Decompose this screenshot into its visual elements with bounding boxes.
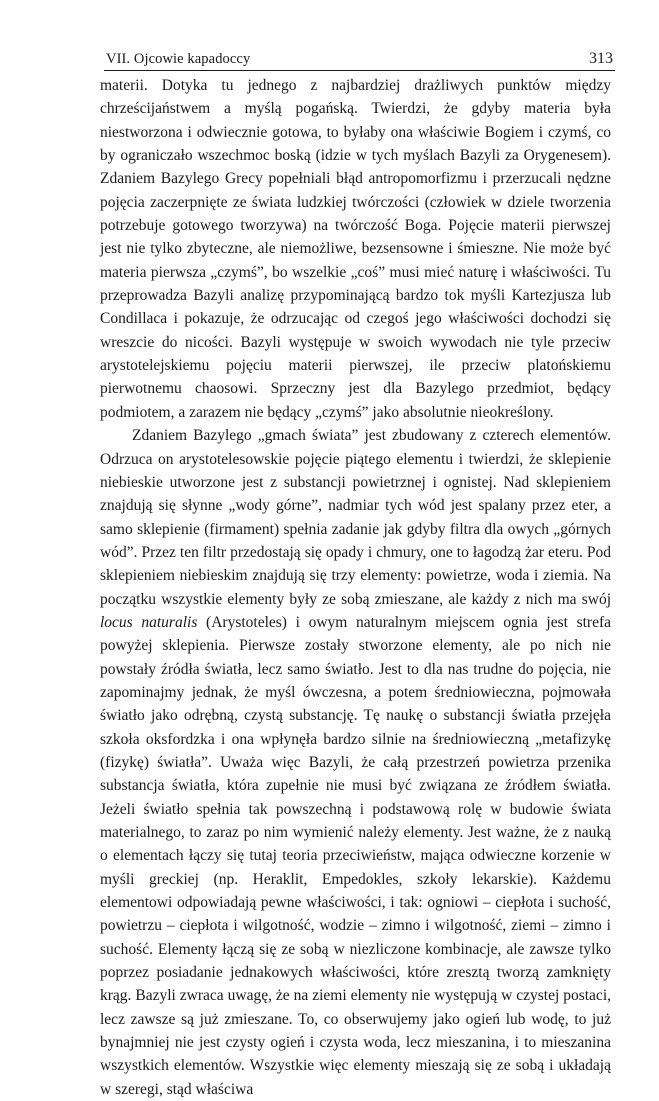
chapter-title: VII. Ojcowie kapadoccy xyxy=(106,51,251,67)
paragraph-text-part: Zdaniem Bazylego „gmach świata” jest zbudowany z czterech elementów. Odrzuca on arystotelesowskie pojęcie piątego elementu i twierdzi, że sklepienie niebieskie utworzone jest z substancji powietrznej i ognistej. Nad sklepieniem znajdują się słynne „wody górne”, nadmiar tych wód jest spalany przez eter, a samo sklepienie (firmament) spełnia zadanie jak gdyby filtra dla owych „górnych wód”. Przez ten filtr przedostają się opady i chmury, one to łagodzą żar eteru. Pod sklepieniem niebieskim znajdują się trzy elementy: powietrze, woda i ziemia. Na początku wszystkie elementy były ze sobą zmieszane, ale każdy z nich ma swój xyxy=(100,427,611,608)
page-number: 313 xyxy=(589,50,613,67)
paragraph-elements xyxy=(100,424,611,1101)
header-rule xyxy=(104,70,615,71)
paragraph-text-part: (Arystoteles) i owym naturalnym miejscem ognia jest strefa powyżej sklepienia. Pierwsze zostały stworzone elementy, ale po nich nie powstały źródła światła, lecz samo światło. Jest to dla nas trudne do pojęcia, nie zapominajmy jednak, że myśl ówczesna, a potem średniowieczna, pojmowała światło jako odrębną, czystą substancję. Tę naukę o substancji światła przejęła szkoła oksfordzka i ona wpłynęła bardzo silnie na średniowieczną „metafizykę (fizykę) światła”. Uważa więc Bazyli, że całą przestrzeń powietrza przenika substancja światła, która zupełnie nie musi być związana ze źródłem światła. Jeżeli światło spełnia tak powszechną i podstawową rolę w budowie świata materialnego, to zaraz po nim wymienić należy elementy. Jest ważne, że z nauką o elementach łączy się tutaj teoria przeciwieństw, mająca odwieczne korzenie w myśli greckiej (np. Heraklit, Empedokles, szkoły lekarskie). Każdemu elementowi odpowiadają pewne właściwości, i tak: ogniowi – ciepłota i suchość, powietrzu – ciepłota i wilgotność, wodzie – zimno i wilgotność, ziemi – zimno i suchość. Elementy łączą się ze sobą w niezliczone kombinacje, ale zawsze tylko poprzez posiadanie jednakowych właściwości, które zresztą tworzą zamknięty krąg. Bazyli zwraca uwagę, że na ziemi elementy nie występują w czystej postaci, lecz zawsze są już zmieszane. To, co obserwujemy jako ogień lub wodę, to już bynajmniej nie jest czysty ogień i czysta woda, lecz mieszanina, i to mieszanina wszystkich elementów. Wszystkie więc elementy mieszają się ze sobą i układają w szeregi, stąd właściwa xyxy=(100,613,612,1098)
body-text xyxy=(100,74,611,1101)
paragraph-continued: materii. Dotyka tu jednego z najbardziej drażliwych punktów między chrześcijaństwem a myślą pogańską. Twierdzi, że gdyby materia była niestworzona i odwiecznie gotowa, to byłaby ona właściwie Bogiem i czymś, co by ograniczało wszechmoc boską (idzie w tych myślach Bazyli za Orygenesem). Zdaniem Bazylego Grecy popełniali błąd antropomorfizmu i przerzucali nędzne pojęcia zaczerpnięte ze świata ludzkiej twórczości (człowiek w dziele tworzenia potrzebuje gotowego tworzywa) na twórczość Boga. Pojęcie materii pierwszej jest nie tylko zbyteczne, ale niemożliwe, bezsensowne i śmieszne. Nie może być materia pierwsza „czymś”, bo wszelkie „coś” musi mieć naturę i właściwości. Tu przeprowadza Bazyli analizę przypominającą bardzo tok myśli Kartezjusza lub Condillaca i pokazuje, że odrzucając od czegoś jego właściwości dochodzi się wreszcie do nicości. Bazyli występuje w swoich wywodach nie tyle przeciw arystotelejskiemu pojęciu materii pierwszej, ile przeciw platońskiemu pierwotnemu chaosowi. Sprzeczny jest dla Bazylego przedmiot, będący podmiotem, a zarazem nie będący „czymś” jako absolutnie nieokreślony. xyxy=(100,77,611,421)
latin-term: locus naturalis xyxy=(100,613,198,631)
running-head xyxy=(106,46,613,68)
